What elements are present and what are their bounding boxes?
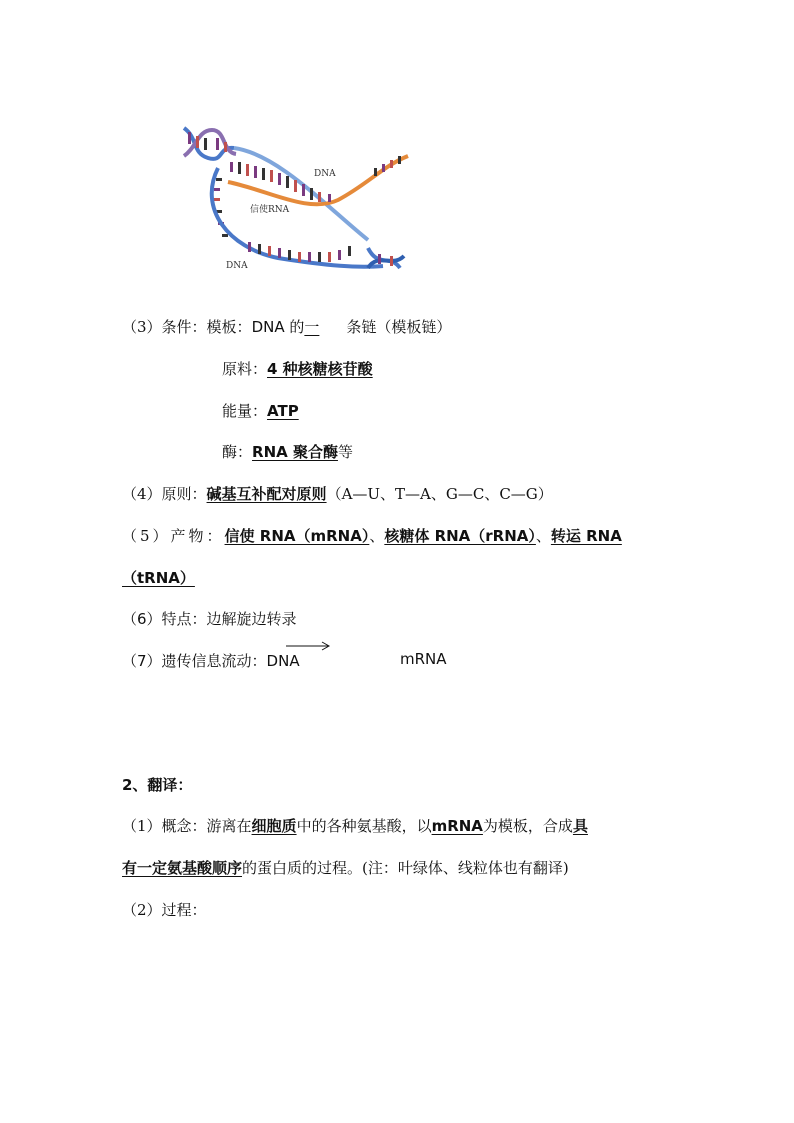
translation-process: （2）过程： [122,901,207,919]
flow-to: mRNA [400,650,447,668]
concept-answer-3b: 有一定氨基酸顺序 [122,859,243,877]
concept-answer-mrna: mRNA [431,817,483,835]
energy-answer: ATP [267,402,299,420]
translation-concept-line-2 [122,857,569,878]
flow-arrow-icon [284,640,332,652]
concept-answer-3a: 具 [572,817,588,835]
template-label: 模板： [206,318,252,336]
product-mrna: 信使 RNA（mRNA） [224,527,370,545]
dna-transcription-diagram [178,118,414,286]
enzyme-label: 酶： [222,443,253,461]
concept-answer-cytoplasm: 细胞质 [251,817,297,835]
condition-template-line [122,316,451,337]
transcription-figure [178,118,414,286]
feature-prefix: （6）特点： [122,610,207,628]
principle-detail: （A—U、T—A、G—C、C—G） [326,485,553,503]
enzyme-answer: RNA 聚合酶 [252,443,338,461]
products-line [122,525,622,546]
product-trna-b: （tRNA） [122,569,195,587]
concept-mid-1: 中的各种氨基酸，以 [296,817,432,835]
feature-line [122,608,297,629]
feature-text: 边解旋边转录 [206,610,297,628]
product-rrna: 核糖体 RNA（rRNA） [384,527,536,545]
template-post: 条链（模板链） [346,318,452,336]
concept-mid-2: 为模板，合成 [482,817,573,835]
products-sep-1: 、 [369,527,385,545]
material-answer: 4 种核糖核苷酸 [267,360,373,378]
flow-from: DNA [266,652,300,670]
condition-material-line [222,358,373,379]
template-answer: 一 [304,318,320,336]
condition-enzyme-line [222,441,353,462]
condition-prefix: （3）条件： [122,318,207,336]
flow-prefix: （7）遗传信息流动： [122,652,267,670]
material-label: 原料： [222,360,268,378]
products-sep-2: 、 [535,527,551,545]
enzyme-post: 等 [337,443,353,461]
principle-answer: 碱基互补配对原则 [206,485,327,503]
concept-end: 的蛋白质的过程。(注：叶绿体、线粒体也有翻译) [242,859,569,877]
translation-heading: 2、翻译： [122,776,193,794]
products-line-2 [122,567,195,588]
principle-prefix: （4）原则： [122,485,207,503]
products-prefix: （5）产物： [122,527,225,545]
flow-line [122,650,300,671]
concept-prefix: （1）概念：游离在 [122,817,252,835]
template-pre: DNA 的 [251,318,305,336]
product-trna-a: 转运 RNA [550,527,622,545]
label-dna-top: DNA [314,169,336,179]
energy-label: 能量： [222,402,268,420]
label-mrna: 信使RNA [250,205,290,215]
label-dna-bottom: DNA [226,261,248,271]
translation-concept-line-1 [122,815,588,836]
principle-line [122,483,553,504]
condition-energy-line [222,400,299,421]
